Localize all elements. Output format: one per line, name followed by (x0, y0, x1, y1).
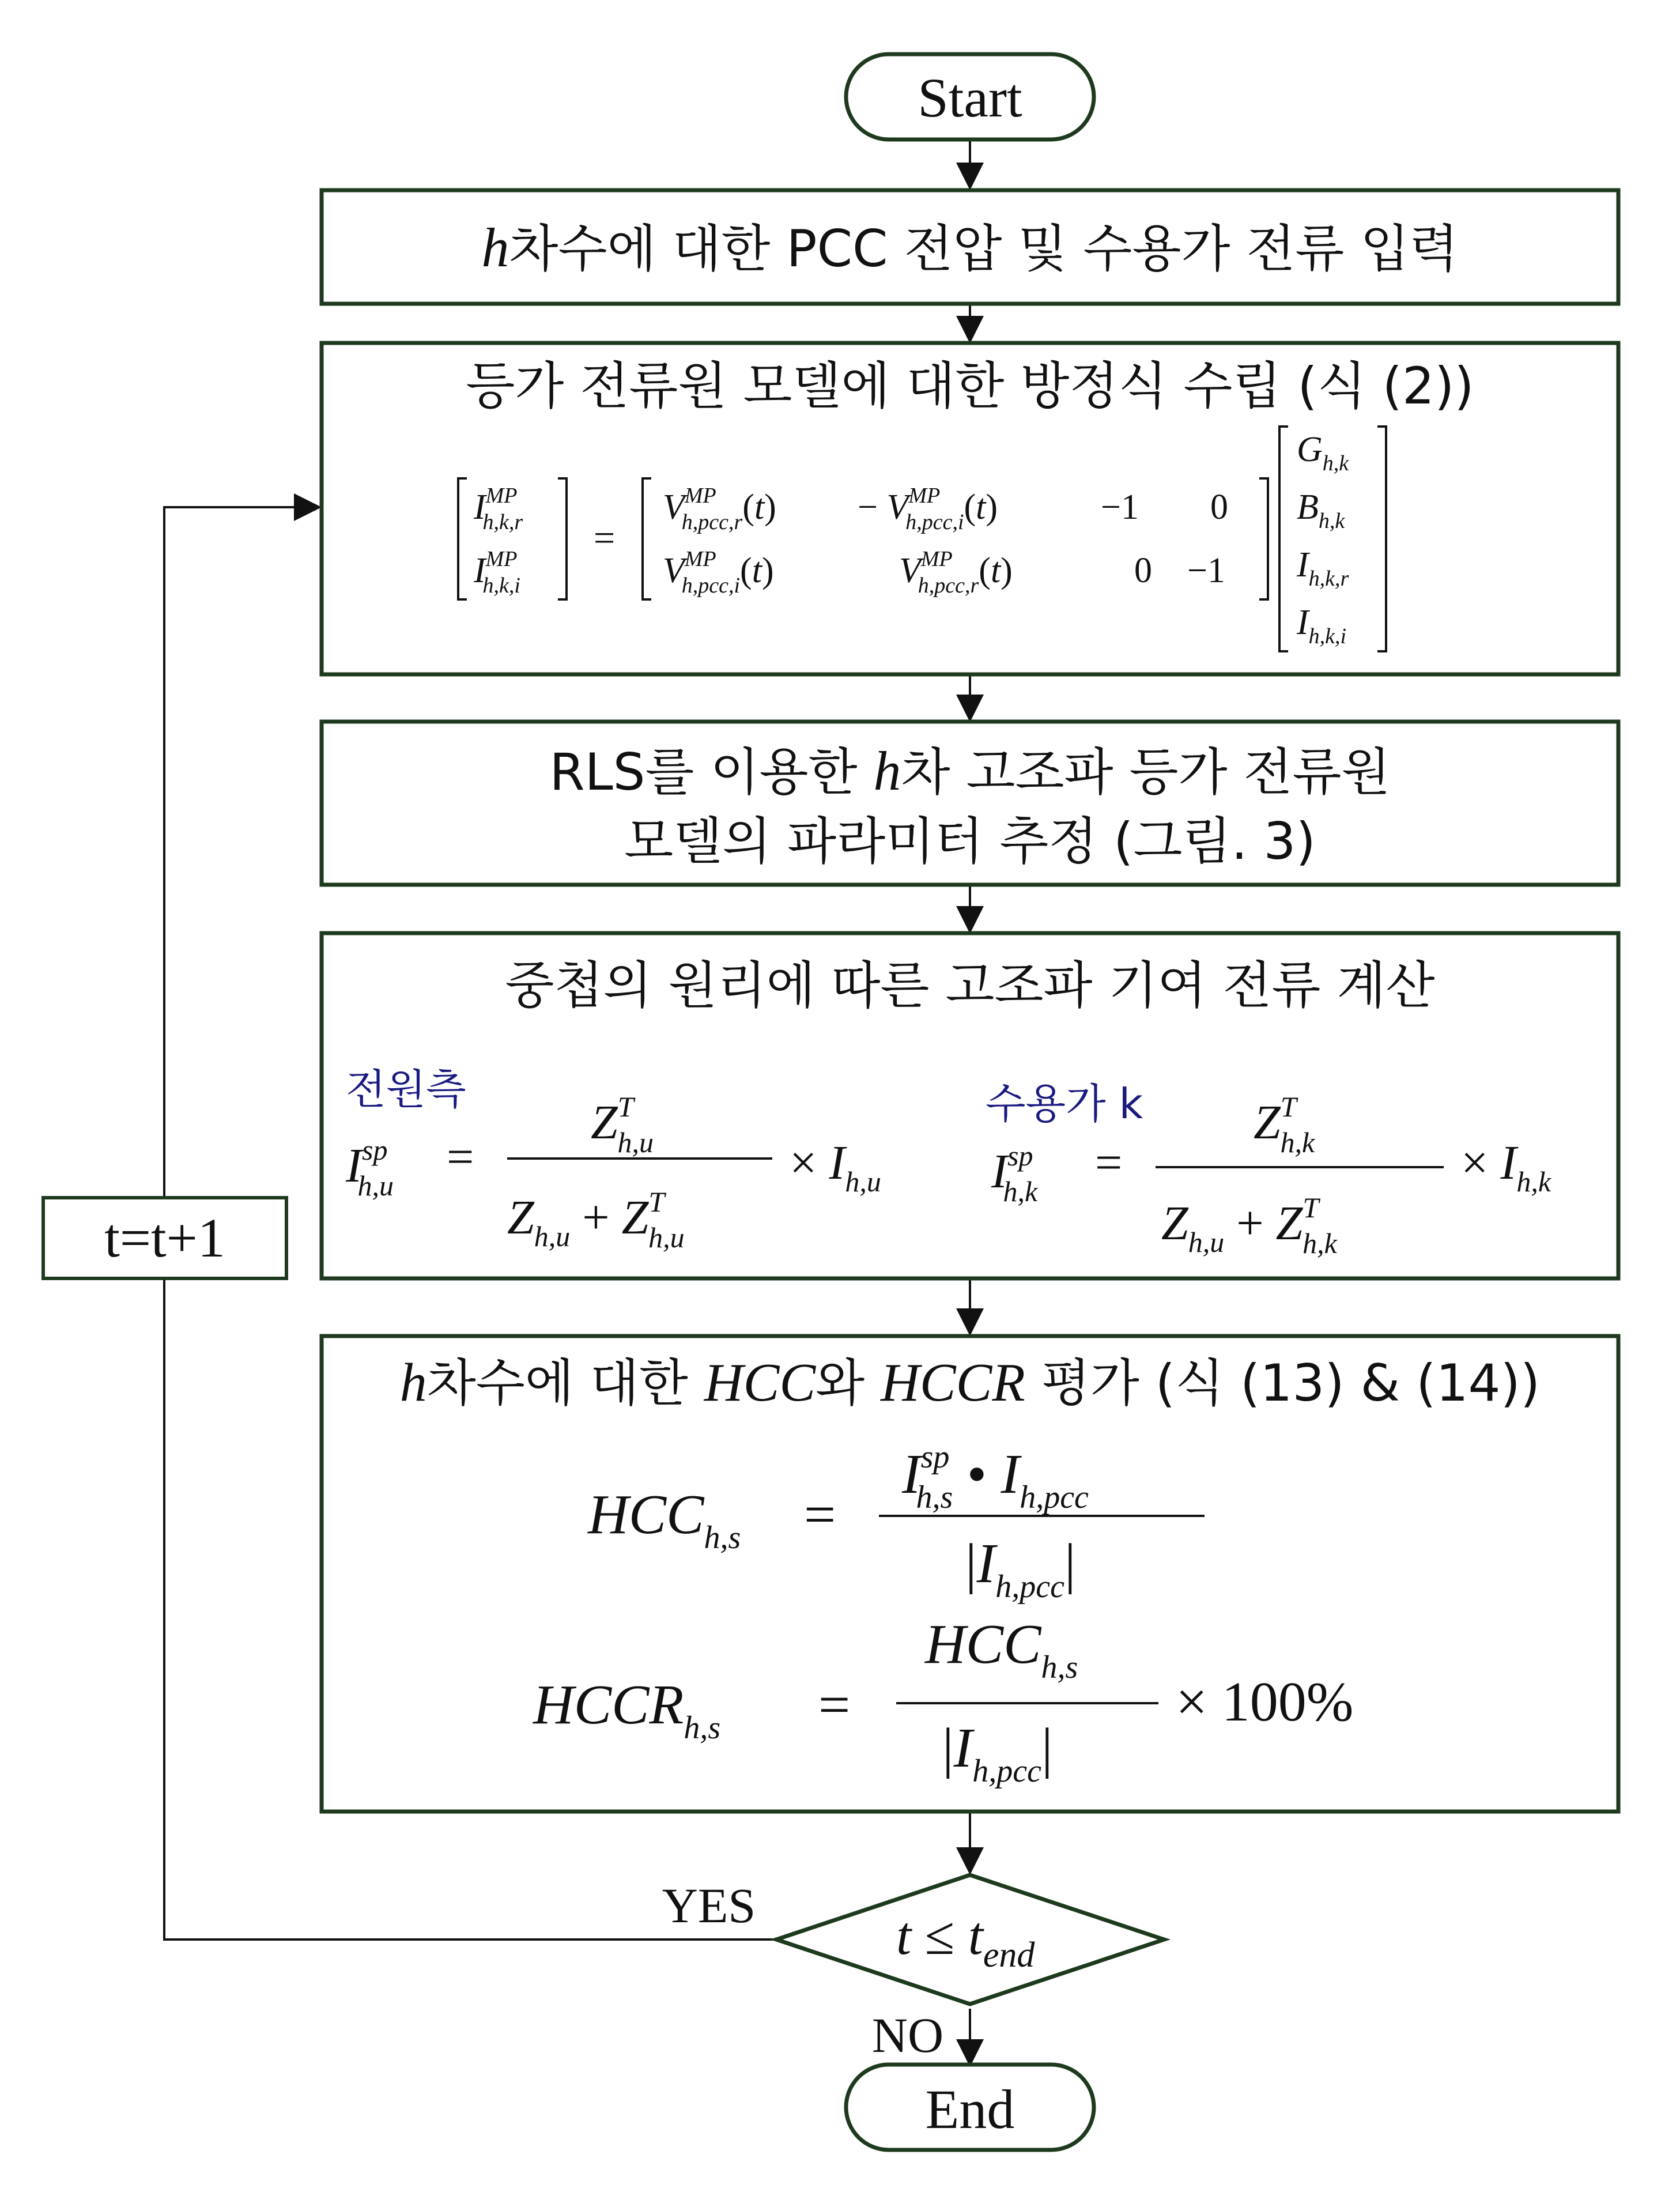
loop-return-line (164, 507, 317, 1198)
formula-hccr-equals: = (818, 1674, 851, 1736)
step1-input (322, 190, 1618, 304)
matrix-r1c3: −1 (1101, 488, 1139, 527)
formula-hccr-times: × 100% (1176, 1671, 1354, 1733)
matrix-r1c2: − VMP h,pcc,i(t) (858, 484, 998, 534)
decision-no-label: NO (871, 2008, 944, 2063)
formula-source-den: Zh,u + ZT h,u (507, 1186, 685, 1254)
formula-source-times: × Ih,u (790, 1136, 881, 1198)
step4-right-label: 수용가 k (986, 1080, 1143, 1128)
matrix-r2c2: VMP h,pcc,r(t) (899, 547, 1013, 598)
matrix-r1c4: 0 (1210, 488, 1228, 527)
formula-hccr-num: HCCh,s (925, 1613, 1078, 1685)
formula-hcc-equals: = (804, 1484, 836, 1546)
vector-row-1: Gh,k (1297, 430, 1349, 476)
formula-source-equals: = (447, 1130, 474, 1184)
step3-rls (322, 722, 1618, 885)
step1-body: 차수에 대한 PCC 전압 및 수용가 전류 입력 (509, 219, 1459, 278)
step5-evaluation (322, 1336, 1618, 1812)
loop-label: t=t+1 (104, 1207, 225, 1269)
step4-title: 중첩의 원리에 따른 고조파 기여 전류 계산 (505, 956, 1435, 1015)
eq2-equals: = (594, 517, 616, 559)
step3-line1: RLS를 이용한 h차 고조파 등가 전류원 (549, 740, 1391, 802)
formula-hccr-lhs: HCCRh,s (533, 1674, 721, 1746)
step3-line2: 모델의 파라미터 추정 (그림. 3) (624, 812, 1316, 871)
formula-customer-den: Zh,u + ZT h,k (1161, 1191, 1337, 1259)
matrix-r2c1: VMP h,pcc,i(t) (663, 547, 774, 598)
vector-row-2: Bh,k (1297, 488, 1345, 533)
loop-counter (43, 1198, 286, 1278)
formula-hcc-num: Isp h,s • Ih,pcc (902, 1439, 1089, 1515)
step2-equation (322, 343, 1618, 674)
lhs-row-2: IMP h,k,i (474, 547, 520, 598)
end-terminal (846, 2065, 1094, 2150)
formula-customer-times: × Ih,k (1461, 1136, 1551, 1198)
step4-left-label: 전원측 (346, 1065, 466, 1114)
step1-text (482, 217, 1459, 278)
formula-hcc-lhs: HCCh,s (588, 1484, 741, 1556)
matrix-r2c4: −1 (1187, 551, 1225, 590)
matrix-r1c1: VMP h,pcc,r(t) (663, 484, 776, 534)
end-label: End (925, 2078, 1015, 2140)
vector-row-3: Ih,k,r (1297, 545, 1349, 591)
formula-customer-equals: = (1095, 1136, 1123, 1190)
step2-title: 등가 전류원 모델에 대한 방정식 수립 (식 (2)) (466, 356, 1474, 416)
formula-hccr-den: |Ih,pcc| (942, 1717, 1053, 1789)
step5-title: h차수에 대한 HCC와 HCCR 평가 (식 (13) & (14)) (399, 1353, 1541, 1413)
decision-condition: t ≤ tend (896, 1906, 1035, 1975)
formula-source-num: ZT h,u (591, 1091, 654, 1159)
lhs-row-1: IMP h,k,r (474, 484, 523, 534)
formula-customer-lhs: Isp h,k (991, 1139, 1038, 1208)
matrix-r2c3: 0 (1134, 551, 1152, 590)
step1-h: h (481, 217, 509, 278)
vector-row-4: Ih,k,i (1297, 603, 1347, 648)
decision-node (662, 1875, 1164, 2063)
start-label: Start (918, 67, 1022, 129)
start-terminal (846, 54, 1094, 139)
decision-yes-label: YES (662, 1878, 756, 1933)
formula-source-lhs: Isp h,u (346, 1134, 394, 1202)
formula-customer-num: ZT h,k (1254, 1091, 1315, 1159)
step4-superposition (322, 933, 1618, 1278)
formula-hcc-den: |Ih,pcc| (965, 1533, 1076, 1605)
